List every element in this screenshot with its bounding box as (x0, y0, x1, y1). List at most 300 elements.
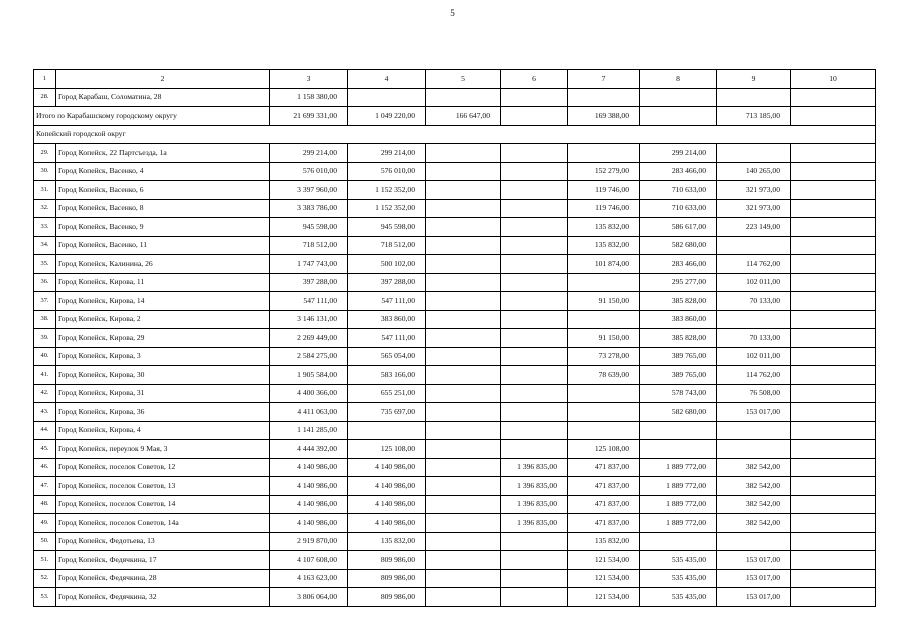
value-cell: 576 010,00 (270, 162, 348, 181)
value-cell: 321 973,00 (717, 181, 791, 200)
value-cell (426, 310, 501, 329)
value-cell (568, 88, 640, 107)
value-cell (791, 366, 876, 385)
value-cell: 114 762,00 (717, 255, 791, 274)
value-cell: 710 633,00 (640, 199, 717, 218)
value-cell (791, 236, 876, 255)
value-cell: 321 973,00 (717, 199, 791, 218)
section-label: Копейский городской округ (34, 125, 876, 144)
value-cell: 385 828,00 (640, 329, 717, 348)
value-cell (791, 421, 876, 440)
address-cell: Город Копейск, Васенко, 6 (56, 181, 270, 200)
row-number: 38. (34, 310, 56, 329)
value-cell: 76 508,00 (717, 384, 791, 403)
value-cell: 1 049 220,00 (348, 107, 426, 126)
value-cell (791, 532, 876, 551)
table-row (34, 588, 876, 607)
section-row (34, 125, 876, 144)
value-cell (501, 107, 568, 126)
value-cell (426, 458, 501, 477)
value-cell: 114 762,00 (717, 366, 791, 385)
value-cell (426, 218, 501, 237)
value-cell: 471 837,00 (568, 458, 640, 477)
value-cell: 1 889 772,00 (640, 458, 717, 477)
value-cell: 4 400 366,00 (270, 384, 348, 403)
value-cell (501, 588, 568, 607)
row-number: 48. (34, 495, 56, 514)
value-cell: 1 747 743,00 (270, 255, 348, 274)
value-cell: 4 140 986,00 (348, 495, 426, 514)
row-number: 30. (34, 162, 56, 181)
value-cell (791, 255, 876, 274)
value-cell (791, 273, 876, 292)
row-number: 50. (34, 532, 56, 551)
table-row (34, 292, 876, 311)
value-cell (791, 181, 876, 200)
value-cell (501, 569, 568, 588)
address-cell: Город Карабаш, Соломатина, 28 (56, 88, 270, 107)
table-row (34, 199, 876, 218)
value-cell: 299 214,00 (348, 144, 426, 163)
row-number: 51. (34, 551, 56, 570)
value-cell: 471 837,00 (568, 514, 640, 533)
value-cell (348, 421, 426, 440)
table-row (34, 551, 876, 570)
value-cell (501, 144, 568, 163)
table-row (34, 477, 876, 496)
value-cell (501, 551, 568, 570)
value-cell: 535 435,00 (640, 551, 717, 570)
row-number: 35. (34, 255, 56, 274)
value-cell (640, 107, 717, 126)
value-cell (426, 384, 501, 403)
value-cell: 385 828,00 (640, 292, 717, 311)
value-cell (426, 588, 501, 607)
value-cell (791, 458, 876, 477)
total-label: Итого по Карабашскому городскому округу (34, 107, 270, 126)
value-cell: 73 278,00 (568, 347, 640, 366)
column-header-5: 5 (426, 70, 501, 89)
value-cell: 1 396 835,00 (501, 514, 568, 533)
value-cell (791, 329, 876, 348)
value-cell: 153 017,00 (717, 403, 791, 422)
row-number: 40. (34, 347, 56, 366)
value-cell: 1 889 772,00 (640, 477, 717, 496)
address-cell: Город Копейск, Кирова, 14 (56, 292, 270, 311)
value-cell (791, 199, 876, 218)
value-cell (717, 440, 791, 459)
value-cell (501, 199, 568, 218)
value-cell: 383 860,00 (640, 310, 717, 329)
row-number: 42. (34, 384, 56, 403)
row-number: 44. (34, 421, 56, 440)
value-cell: 471 837,00 (568, 477, 640, 496)
value-cell: 295 277,00 (640, 273, 717, 292)
value-cell (568, 144, 640, 163)
value-cell: 3 383 786,00 (270, 199, 348, 218)
value-cell (791, 440, 876, 459)
table-row (34, 569, 876, 588)
value-cell: 586 617,00 (640, 218, 717, 237)
value-cell (426, 440, 501, 459)
value-cell: 713 185,00 (717, 107, 791, 126)
row-number: 41. (34, 366, 56, 385)
table-row (34, 255, 876, 274)
value-cell: 945 598,00 (270, 218, 348, 237)
value-cell (501, 255, 568, 274)
value-cell: 4 140 986,00 (348, 458, 426, 477)
table-row (34, 310, 876, 329)
table-row (34, 144, 876, 163)
value-cell (501, 236, 568, 255)
value-cell: 535 435,00 (640, 588, 717, 607)
value-cell (501, 366, 568, 385)
value-cell: 102 011,00 (717, 347, 791, 366)
value-cell: 152 279,00 (568, 162, 640, 181)
column-header-6: 6 (501, 70, 568, 89)
value-cell (640, 421, 717, 440)
value-cell: 125 108,00 (568, 440, 640, 459)
value-cell: 70 133,00 (717, 292, 791, 311)
value-cell (426, 162, 501, 181)
table-row (34, 218, 876, 237)
value-cell: 389 765,00 (640, 347, 717, 366)
value-cell (717, 144, 791, 163)
row-number: 28. (34, 88, 56, 107)
value-cell: 382 542,00 (717, 514, 791, 533)
value-cell (791, 569, 876, 588)
value-cell: 383 860,00 (348, 310, 426, 329)
value-cell (426, 477, 501, 496)
value-cell: 169 388,00 (568, 107, 640, 126)
value-cell: 1 396 835,00 (501, 477, 568, 496)
value-cell: 125 108,00 (348, 440, 426, 459)
value-cell: 135 832,00 (568, 532, 640, 551)
address-cell: Город Копейск, Кирова, 11 (56, 273, 270, 292)
value-cell: 809 986,00 (348, 569, 426, 588)
page-number: 5 (450, 8, 455, 18)
row-number: 29. (34, 144, 56, 163)
table-row (34, 440, 876, 459)
table-row (34, 236, 876, 255)
value-cell: 565 054,00 (348, 347, 426, 366)
value-cell: 70 133,00 (717, 329, 791, 348)
table-row (34, 329, 876, 348)
table-row (34, 347, 876, 366)
row-number: 46. (34, 458, 56, 477)
table-row (34, 181, 876, 200)
column-header-2: 2 (56, 70, 270, 89)
address-cell: Город Копейск, Кирова, 36 (56, 403, 270, 422)
value-cell: 547 111,00 (348, 329, 426, 348)
value-cell: 283 466,00 (640, 162, 717, 181)
address-cell: Город Копейск, Кирова, 4 (56, 421, 270, 440)
address-cell: Город Копейск, Кирова, 3 (56, 347, 270, 366)
value-cell (501, 162, 568, 181)
value-cell (791, 144, 876, 163)
total-row (34, 107, 876, 126)
value-cell: 223 149,00 (717, 218, 791, 237)
value-cell (501, 218, 568, 237)
value-cell: 121 534,00 (568, 588, 640, 607)
value-cell: 471 837,00 (568, 495, 640, 514)
value-cell (791, 162, 876, 181)
value-cell: 2 269 449,00 (270, 329, 348, 348)
value-cell (791, 107, 876, 126)
value-cell: 153 017,00 (717, 551, 791, 570)
value-cell (501, 403, 568, 422)
value-cell (426, 347, 501, 366)
value-cell: 547 111,00 (270, 292, 348, 311)
value-cell (791, 514, 876, 533)
table-row (34, 88, 876, 107)
value-cell: 583 166,00 (348, 366, 426, 385)
value-cell: 119 746,00 (568, 199, 640, 218)
value-cell: 1 396 835,00 (501, 495, 568, 514)
table-row (34, 162, 876, 181)
value-cell (426, 495, 501, 514)
value-cell: 1 905 584,00 (270, 366, 348, 385)
value-cell: 4 140 986,00 (270, 458, 348, 477)
value-cell (791, 384, 876, 403)
value-cell (640, 532, 717, 551)
value-cell: 710 633,00 (640, 181, 717, 200)
value-cell: 547 111,00 (348, 292, 426, 311)
column-header-7: 7 (568, 70, 640, 89)
value-cell (501, 310, 568, 329)
value-cell: 809 986,00 (348, 588, 426, 607)
column-header-9: 9 (717, 70, 791, 89)
value-cell (791, 495, 876, 514)
value-cell: 578 743,00 (640, 384, 717, 403)
value-cell: 4 140 986,00 (348, 477, 426, 496)
value-cell (791, 551, 876, 570)
value-cell: 718 512,00 (348, 236, 426, 255)
value-cell (791, 347, 876, 366)
row-number: 36. (34, 273, 56, 292)
table-row (34, 532, 876, 551)
table-body (34, 70, 876, 607)
value-cell: 1 152 352,00 (348, 181, 426, 200)
header-row (34, 70, 876, 89)
value-cell: 582 680,00 (640, 236, 717, 255)
address-cell: Город Копейск, Калинина, 26 (56, 255, 270, 274)
value-cell: 1 158 380,00 (270, 88, 348, 107)
value-cell: 4 140 986,00 (348, 514, 426, 533)
value-cell: 4 140 986,00 (270, 495, 348, 514)
value-cell: 135 832,00 (348, 532, 426, 551)
row-number: 52. (34, 569, 56, 588)
value-cell (791, 403, 876, 422)
value-cell (717, 236, 791, 255)
value-cell (501, 181, 568, 200)
value-cell: 1 152 352,00 (348, 199, 426, 218)
value-cell (791, 588, 876, 607)
address-cell: Город Копейск, Кирова, 30 (56, 366, 270, 385)
row-number: 45. (34, 440, 56, 459)
value-cell: 4 411 063,00 (270, 403, 348, 422)
value-cell: 655 251,00 (348, 384, 426, 403)
value-cell (640, 88, 717, 107)
address-cell: Город Копейск, поселок Советов, 12 (56, 458, 270, 477)
table-row (34, 273, 876, 292)
value-cell: 3 806 064,00 (270, 588, 348, 607)
value-cell (791, 292, 876, 311)
address-cell: Город Копейск, Кирова, 2 (56, 310, 270, 329)
value-cell: 718 512,00 (270, 236, 348, 255)
value-cell (568, 384, 640, 403)
column-header-8: 8 (640, 70, 717, 89)
address-cell: Город Копейск, Федячкина, 17 (56, 551, 270, 570)
value-cell: 91 150,00 (568, 292, 640, 311)
value-cell: 735 697,00 (348, 403, 426, 422)
value-cell: 1 889 772,00 (640, 495, 717, 514)
address-cell: Город Копейск, Васенко, 11 (56, 236, 270, 255)
value-cell: 4 107 608,00 (270, 551, 348, 570)
row-number: 34. (34, 236, 56, 255)
value-cell: 389 765,00 (640, 366, 717, 385)
value-cell: 397 288,00 (348, 273, 426, 292)
row-number: 33. (34, 218, 56, 237)
value-cell: 166 647,00 (426, 107, 501, 126)
value-cell (426, 88, 501, 107)
value-cell: 135 832,00 (568, 218, 640, 237)
value-cell: 299 214,00 (270, 144, 348, 163)
value-cell (717, 532, 791, 551)
table-row (34, 458, 876, 477)
value-cell: 382 542,00 (717, 477, 791, 496)
value-cell: 153 017,00 (717, 569, 791, 588)
value-cell: 576 010,00 (348, 162, 426, 181)
value-cell (501, 532, 568, 551)
column-header-1: 1 (34, 70, 56, 89)
value-cell: 283 466,00 (640, 255, 717, 274)
value-cell: 945 598,00 (348, 218, 426, 237)
value-cell (426, 514, 501, 533)
table-row (34, 384, 876, 403)
value-cell (501, 421, 568, 440)
value-cell: 535 435,00 (640, 569, 717, 588)
value-cell (501, 440, 568, 459)
address-cell: Город Копейск, переулок 9 Мая, 3 (56, 440, 270, 459)
register-table (33, 69, 876, 607)
value-cell: 4 163 623,00 (270, 569, 348, 588)
column-header-4: 4 (348, 70, 426, 89)
value-cell (426, 144, 501, 163)
table-row (34, 514, 876, 533)
value-cell (426, 273, 501, 292)
value-cell (568, 403, 640, 422)
value-cell: 2 919 870,00 (270, 532, 348, 551)
value-cell (426, 181, 501, 200)
value-cell: 153 017,00 (717, 588, 791, 607)
value-cell: 101 874,00 (568, 255, 640, 274)
value-cell (717, 421, 791, 440)
table-row (34, 421, 876, 440)
value-cell: 4 140 986,00 (270, 477, 348, 496)
value-cell (791, 310, 876, 329)
address-cell: Город Копейск, Федотьева, 13 (56, 532, 270, 551)
value-cell (501, 88, 568, 107)
value-cell (791, 477, 876, 496)
value-cell (426, 292, 501, 311)
address-cell: Город Копейск, поселок Советов, 14а (56, 514, 270, 533)
value-cell (640, 440, 717, 459)
address-cell: Город Копейск, Кирова, 31 (56, 384, 270, 403)
value-cell: 78 639,00 (568, 366, 640, 385)
address-cell: Город Копейск, Федячкина, 28 (56, 569, 270, 588)
value-cell: 382 542,00 (717, 458, 791, 477)
value-cell (791, 218, 876, 237)
address-cell: Город Копейск, Федячкина, 32 (56, 588, 270, 607)
address-cell: Город Копейск, поселок Советов, 14 (56, 495, 270, 514)
value-cell (717, 88, 791, 107)
value-cell: 121 534,00 (568, 569, 640, 588)
value-cell (426, 532, 501, 551)
row-number: 47. (34, 477, 56, 496)
value-cell: 4 444 392,00 (270, 440, 348, 459)
value-cell (426, 236, 501, 255)
value-cell: 4 140 986,00 (270, 514, 348, 533)
table-row (34, 495, 876, 514)
value-cell: 582 680,00 (640, 403, 717, 422)
value-cell: 102 011,00 (717, 273, 791, 292)
value-cell (426, 329, 501, 348)
value-cell (501, 347, 568, 366)
value-cell: 3 146 131,00 (270, 310, 348, 329)
value-cell: 121 534,00 (568, 551, 640, 570)
value-cell (426, 421, 501, 440)
value-cell: 2 584 275,00 (270, 347, 348, 366)
value-cell (426, 403, 501, 422)
value-cell (426, 199, 501, 218)
value-cell (501, 273, 568, 292)
value-cell: 91 150,00 (568, 329, 640, 348)
value-cell: 299 214,00 (640, 144, 717, 163)
value-cell (501, 384, 568, 403)
value-cell (568, 273, 640, 292)
address-cell: Город Копейск, Васенко, 4 (56, 162, 270, 181)
column-header-3: 3 (270, 70, 348, 89)
row-number: 43. (34, 403, 56, 422)
value-cell (426, 551, 501, 570)
row-number: 53. (34, 588, 56, 607)
address-cell: Город Копейск, 22 Партсъезда, 1а (56, 144, 270, 163)
value-cell: 135 832,00 (568, 236, 640, 255)
row-number: 31. (34, 181, 56, 200)
value-cell: 3 397 960,00 (270, 181, 348, 200)
table-row (34, 366, 876, 385)
value-cell (568, 310, 640, 329)
address-cell: Город Копейск, поселок Советов, 13 (56, 477, 270, 496)
value-cell: 1 141 285,00 (270, 421, 348, 440)
address-cell: Город Копейск, Васенко, 9 (56, 218, 270, 237)
row-number: 37. (34, 292, 56, 311)
value-cell (348, 88, 426, 107)
value-cell: 21 699 331,00 (270, 107, 348, 126)
row-number: 32. (34, 199, 56, 218)
value-cell: 119 746,00 (568, 181, 640, 200)
value-cell: 397 288,00 (270, 273, 348, 292)
address-cell: Город Копейск, Васенко, 8 (56, 199, 270, 218)
value-cell: 140 265,00 (717, 162, 791, 181)
value-cell (501, 329, 568, 348)
value-cell: 1 889 772,00 (640, 514, 717, 533)
value-cell (501, 292, 568, 311)
address-cell: Город Копейск, Кирова, 29 (56, 329, 270, 348)
value-cell (568, 421, 640, 440)
value-cell (791, 88, 876, 107)
